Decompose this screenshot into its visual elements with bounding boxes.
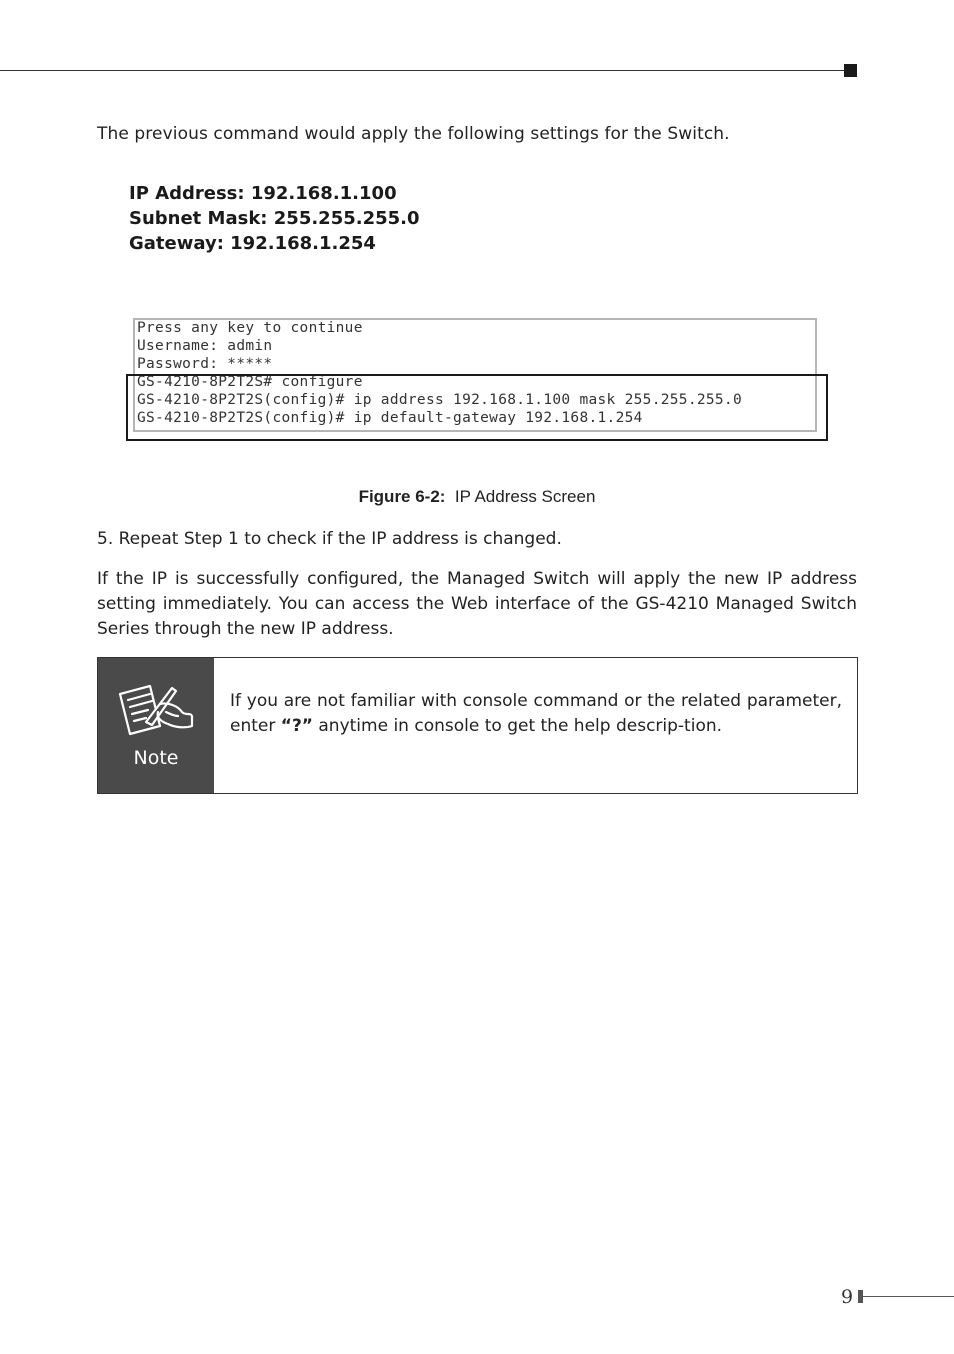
note-label: Note	[133, 747, 179, 769]
note-sidebar	[98, 658, 214, 793]
terminal-line: Username: admin	[137, 338, 273, 354]
terminal-line: GS-4210-8P2T2S# configure	[137, 374, 363, 390]
note-text-before: If you are not familiar with console command or the related parameter, enter	[230, 691, 842, 736]
note-pen-icon	[116, 682, 196, 738]
note-text-bold: “?”	[280, 716, 313, 736]
figure-caption-label: Figure 6-2:	[358, 487, 446, 506]
header-square-mark	[844, 64, 857, 77]
terminal-line: Password: *****	[137, 356, 273, 372]
intro-text: The previous command would apply the following settings for the Switch.	[97, 124, 730, 144]
command-highlight-box	[126, 374, 828, 441]
terminal-line: GS-4210-8P2T2S(config)# ip address 192.168.1.100 mask 255.255.255.0	[137, 392, 742, 408]
page-number: 9	[841, 1286, 854, 1308]
body-paragraph: If the IP is successfully configured, the Managed Switch will apply the new IP address setting immediately. You can access the Web interface of the GS-4210 Managed Switch Series through the new IP address.	[97, 569, 857, 639]
setting-subnet-mask: Subnet Mask: 255.255.255.0	[129, 208, 420, 229]
header-rule	[0, 70, 846, 71]
note-text	[230, 689, 842, 739]
footer-rule	[863, 1296, 954, 1297]
note-text-after: anytime in console to get the help descrip-tion.	[312, 716, 723, 736]
step-text: 5. Repeat Step 1 to check if the IP address is changed.	[97, 529, 562, 549]
setting-gateway: Gateway: 192.168.1.254	[129, 233, 376, 254]
figure-caption-title: IP Address Screen	[454, 487, 596, 506]
setting-ip-address: IP Address: 192.168.1.100	[129, 183, 397, 204]
terminal-line: GS-4210-8P2T2S(config)# ip default-gateway 192.168.1.254	[137, 410, 643, 426]
note-box	[97, 657, 858, 794]
figure-caption	[0, 487, 954, 507]
terminal-line: Press any key to continue	[137, 320, 363, 336]
ip-settings-list	[129, 181, 420, 256]
